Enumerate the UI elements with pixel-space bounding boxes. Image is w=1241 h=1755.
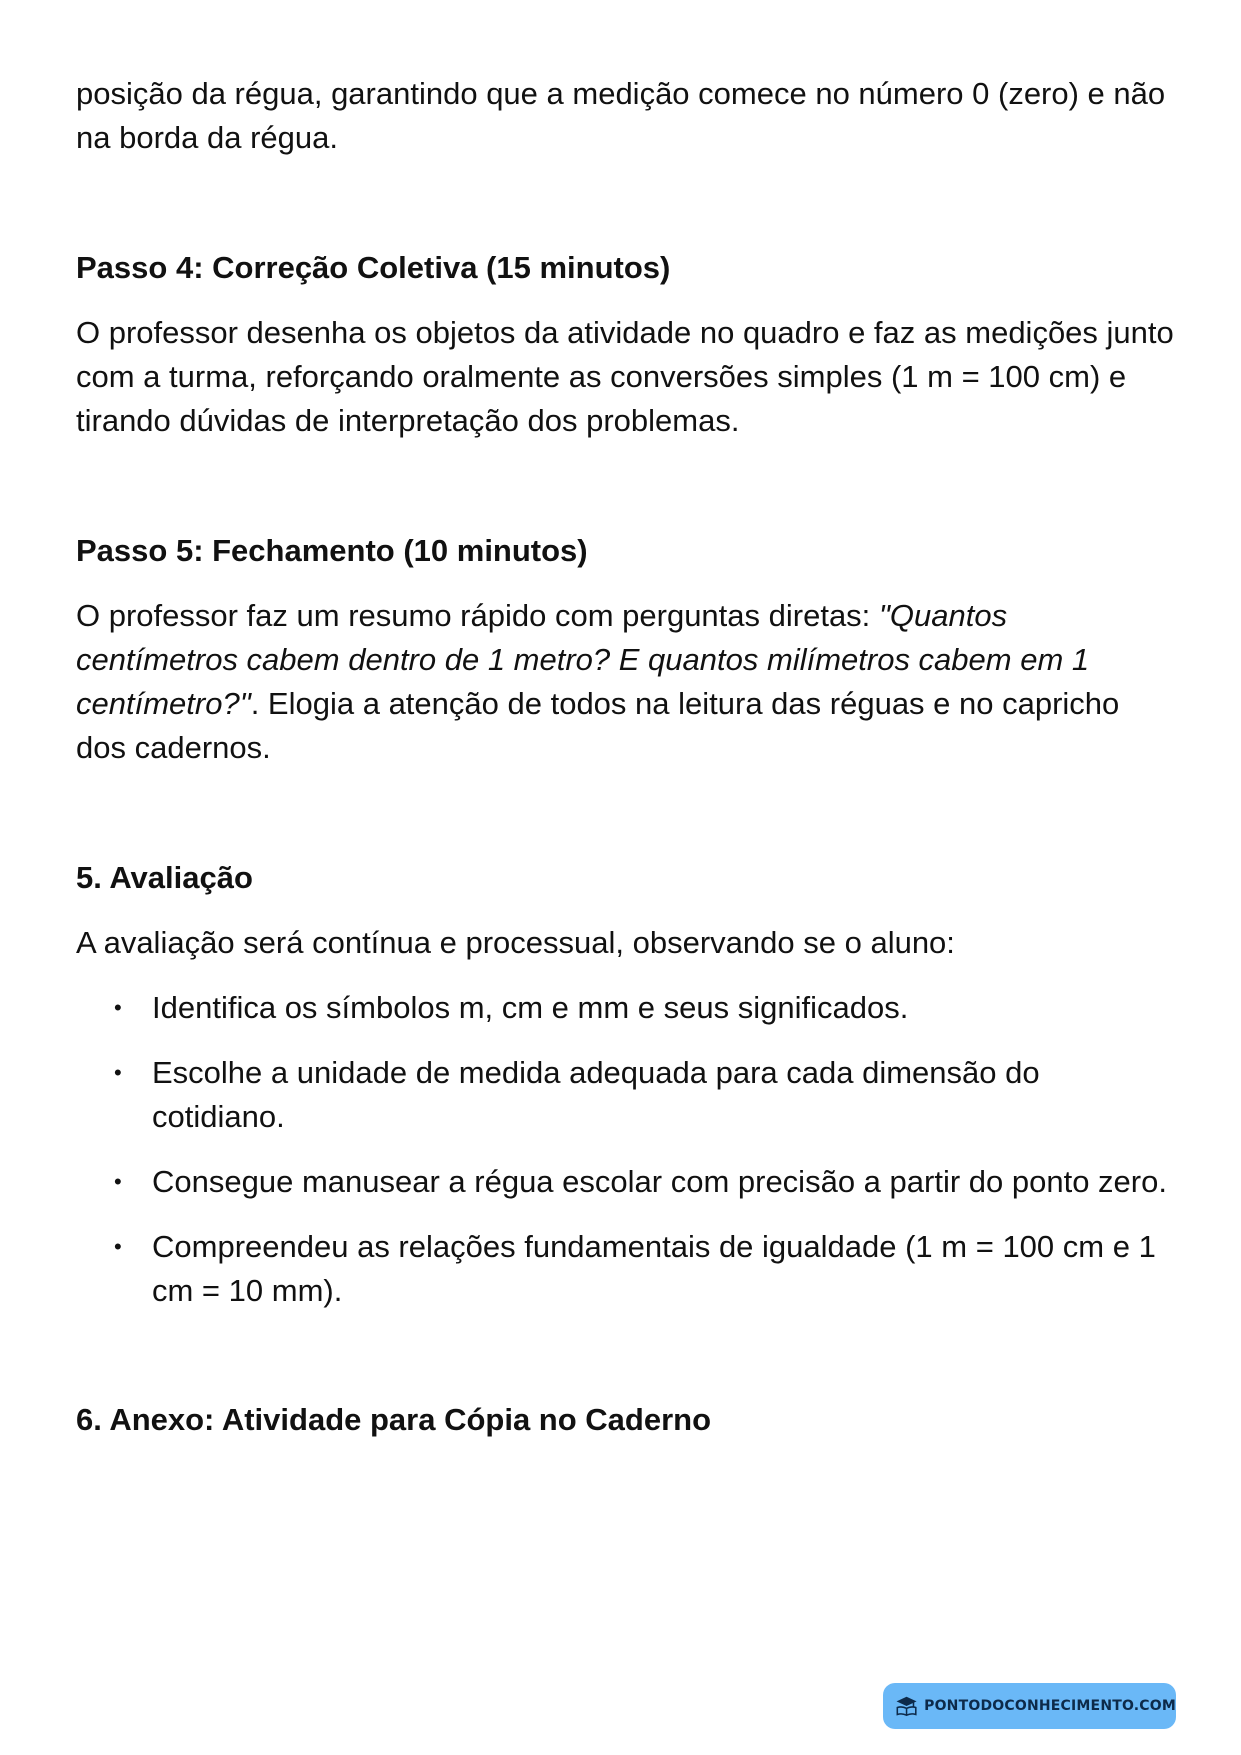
list-item	[76, 1225, 1176, 1313]
bullet-icon: •	[114, 1169, 122, 1194]
list-item-text: Identifica os símbolos m, cm e mm e seus significados.	[152, 990, 909, 1025]
brand-badge[interactable]	[883, 1683, 1176, 1729]
list-item	[76, 1051, 1176, 1139]
evaluation-intro: A avaliação será contínua e processual, observando se o aluno:	[76, 925, 955, 960]
list-item	[76, 1160, 1176, 1204]
list-item-text: Compreendeu as relações fundamentais de igualdade (1 m = 100 cm e 1 cm = 10 mm).	[152, 1229, 1156, 1308]
graduation-book-icon	[895, 1691, 918, 1721]
step5-heading: Passo 5: Fechamento (10 minutos)	[76, 533, 588, 568]
step5-text-after: . Elogia a atenção de todos na leitura das réguas e no capricho dos cadernos.	[76, 686, 1120, 765]
list-item	[76, 986, 1176, 1030]
bullet-icon: •	[114, 1234, 122, 1259]
step5-quote: "Quantos centímetros cabem dentro de 1 metro? E quantos milímetros cabem em 1 centímetro?"	[76, 598, 1090, 721]
brand-text: PONTODOCONHECIMENTO.COM	[924, 1698, 1176, 1714]
document-page	[76, 72, 1176, 1442]
step4-paragraph: O professor desenha os objetos da atividade no quadro e faz as medições junto com a turma, reforçando oralmente as conversões simples (1 m = 100 cm) e tirando dúvidas de interpretação dos problemas.	[76, 315, 1174, 438]
evaluation-heading: 5. Avaliação	[76, 860, 253, 895]
evaluation-list	[76, 986, 1176, 1313]
intro-paragraph: posição da régua, garantindo que a medição comece no número 0 (zero) e não na borda da régua.	[76, 76, 1166, 155]
step5-text-before: O professor faz um resumo rápido com perguntas diretas:	[76, 598, 879, 633]
bullet-icon: •	[114, 1060, 122, 1085]
list-item-text: Consegue manusear a régua escolar com precisão a partir do ponto zero.	[152, 1164, 1167, 1199]
annex-heading: 6. Anexo: Atividade para Cópia no Caderno	[76, 1402, 712, 1437]
step5-paragraph	[76, 594, 1176, 770]
bullet-icon: •	[114, 995, 122, 1020]
step4-heading: Passo 4: Correção Coletiva (15 minutos)	[76, 250, 671, 285]
list-item-text: Escolhe a unidade de medida adequada para cada dimensão do cotidiano.	[152, 1055, 1040, 1134]
